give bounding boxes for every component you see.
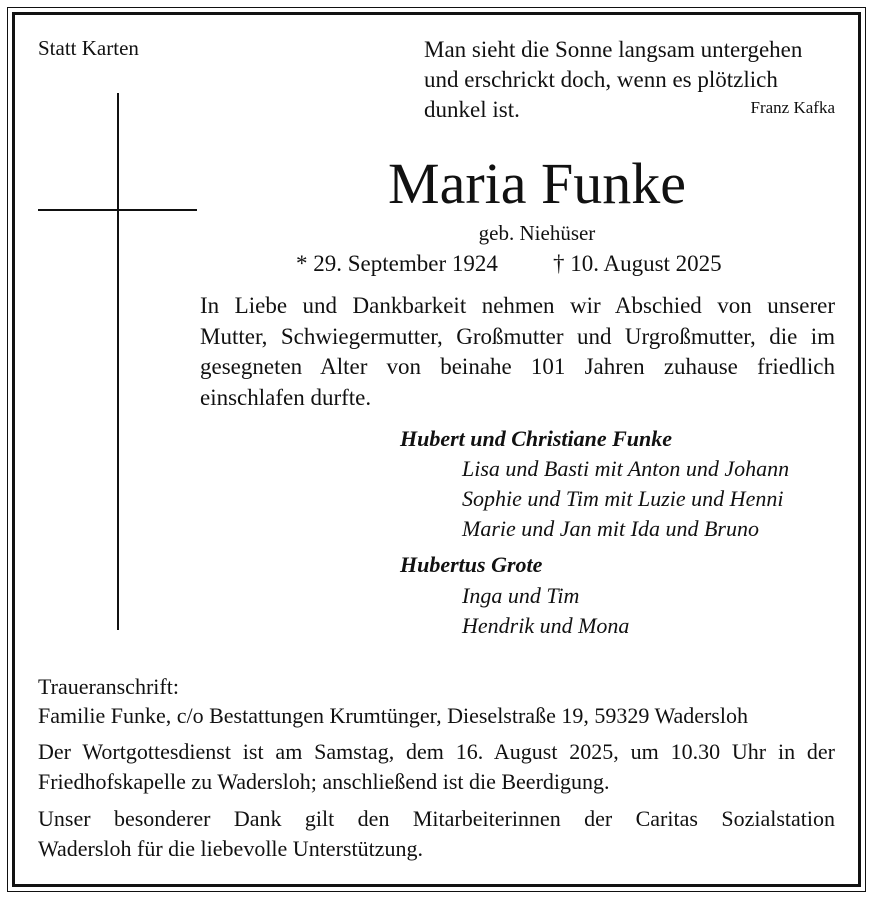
family-member: Inga und Tim [462,583,580,608]
farewell-line: einschlafen durfte. [200,384,372,410]
birth-date: * 29. September 1924 [296,251,498,276]
family-member: Sophie und Tim mit Luzie und Henni [462,486,784,511]
mourning-address: Familie Funke, c/o Bestattungen Krumtünger, Dieselstraße 19, 59329 Wadersloh [38,703,748,728]
birth-name: geb. Niehüser [478,221,596,245]
deceased-name: Maria Funke [388,151,686,216]
family-head: Hubert und Christiane Funke [400,426,673,451]
quote-line: und erschrickt doch, wenn es plötzlich [424,67,778,92]
thanks-note [38,804,835,864]
service-line: Friedhofskapelle zu Wadersloh; anschließend ist die Beerdigung. [38,769,610,794]
quote [424,35,802,125]
quote-line: dunkel ist. [424,97,520,122]
death-date: † 10. August 2025 [553,251,722,276]
statt-karten-label: Statt Karten [38,36,139,60]
family-head: Hubertus Grote [400,552,543,577]
quote-line: Man sieht die Sonne langsam untergehen [424,37,803,62]
family-member: Hendrik und Mona [462,613,630,638]
thanks-line: Unser besonderer Dank gilt den Mitarbeiterinnen der Caritas Sozialstation [38,806,835,831]
farewell-line: In Liebe und Dankbarkeit nehmen wir Abschied von unserer [200,293,835,318]
farewell-line: Mutter, Schwiegermutter, Großmutter und Urgroßmutter, die im [200,323,835,349]
farewell-text [200,291,835,413]
farewell-line: gesegneten Alter von beinahe 101 Jahren zuhause friedlich [200,354,835,379]
family-member: Marie und Jan mit Ida und Bruno [462,516,759,541]
family-member: Lisa und Basti mit Anton und Johann [462,456,790,481]
address-label: Traueranschrift: [38,674,179,699]
thanks-line: Wadersloh für die liebevolle Unterstützung. [38,836,423,861]
service-line: Der Wortgottesdienst ist am Samstag, dem 16. August 2025, um 10.30 Uhr in der [38,739,835,764]
quote-author: Franz Kafka [750,98,835,117]
service-info [38,737,835,797]
